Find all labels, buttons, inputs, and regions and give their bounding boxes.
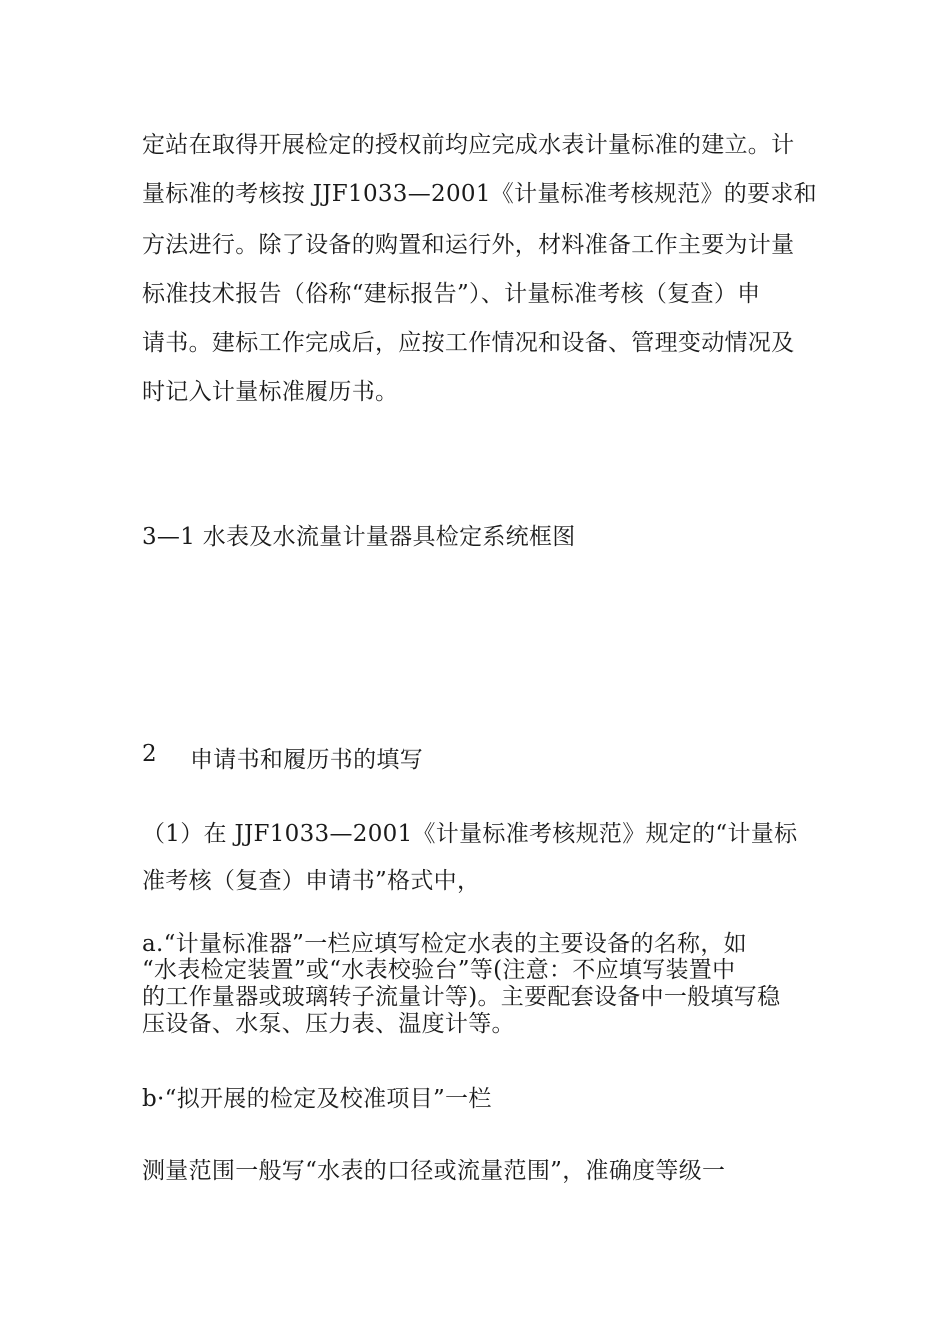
paragraph-line: 量标准的考核按 JJF1033—2001《计量标准考核规范》的要求和 xyxy=(142,181,817,207)
paragraph-line: 方法进行。除了设备的购置和运行外，材料准备工作主要为计量 xyxy=(142,232,795,258)
paragraph-line: 时记入计量标准履历书。 xyxy=(142,379,399,405)
figure-caption: 3—1 水表及水流量计量器具检定系统框图 xyxy=(142,524,576,550)
item-b-heading: b·“拟开展的检定及校准项目”一栏 xyxy=(142,1086,492,1112)
section-number: 2 xyxy=(142,741,157,767)
section-heading: 申请书和履历书的填写 xyxy=(190,747,423,773)
paragraph-line: 测量范围一般写“水表的口径或流量范围”，准确度等级一 xyxy=(142,1158,726,1184)
paragraph-line: 标准技术报告（俗称“建标报告”）、计量标准考核（复查）申 xyxy=(142,281,761,307)
item-a-line: 的工作量器或玻璃转子流量计等)。主要配套设备中一般填写稳 xyxy=(142,984,781,1010)
item-a-line: 压设备、水泵、压力表、温度计等。 xyxy=(142,1011,515,1037)
paragraph-line: 请书。建标工作完成后，应按工作情况和设备、管理变动情况及 xyxy=(142,330,795,356)
item-line: （1）在 JJF1033—2001《计量标准考核规范》规定的“计量标 xyxy=(142,821,798,847)
paragraph-line: 定站在取得开展检定的授权前均应完成水表计量标准的建立。计 xyxy=(142,132,795,158)
item-a-line: “水表检定装置”或“水表校验台”等(注意：不应填写装置中 xyxy=(142,957,736,983)
item-line: 准考核（复查）申请书”格式中， xyxy=(142,868,481,894)
item-a-line: a.“计量标准器”一栏应填写检定水表的主要设备的名称，如 xyxy=(142,931,747,957)
